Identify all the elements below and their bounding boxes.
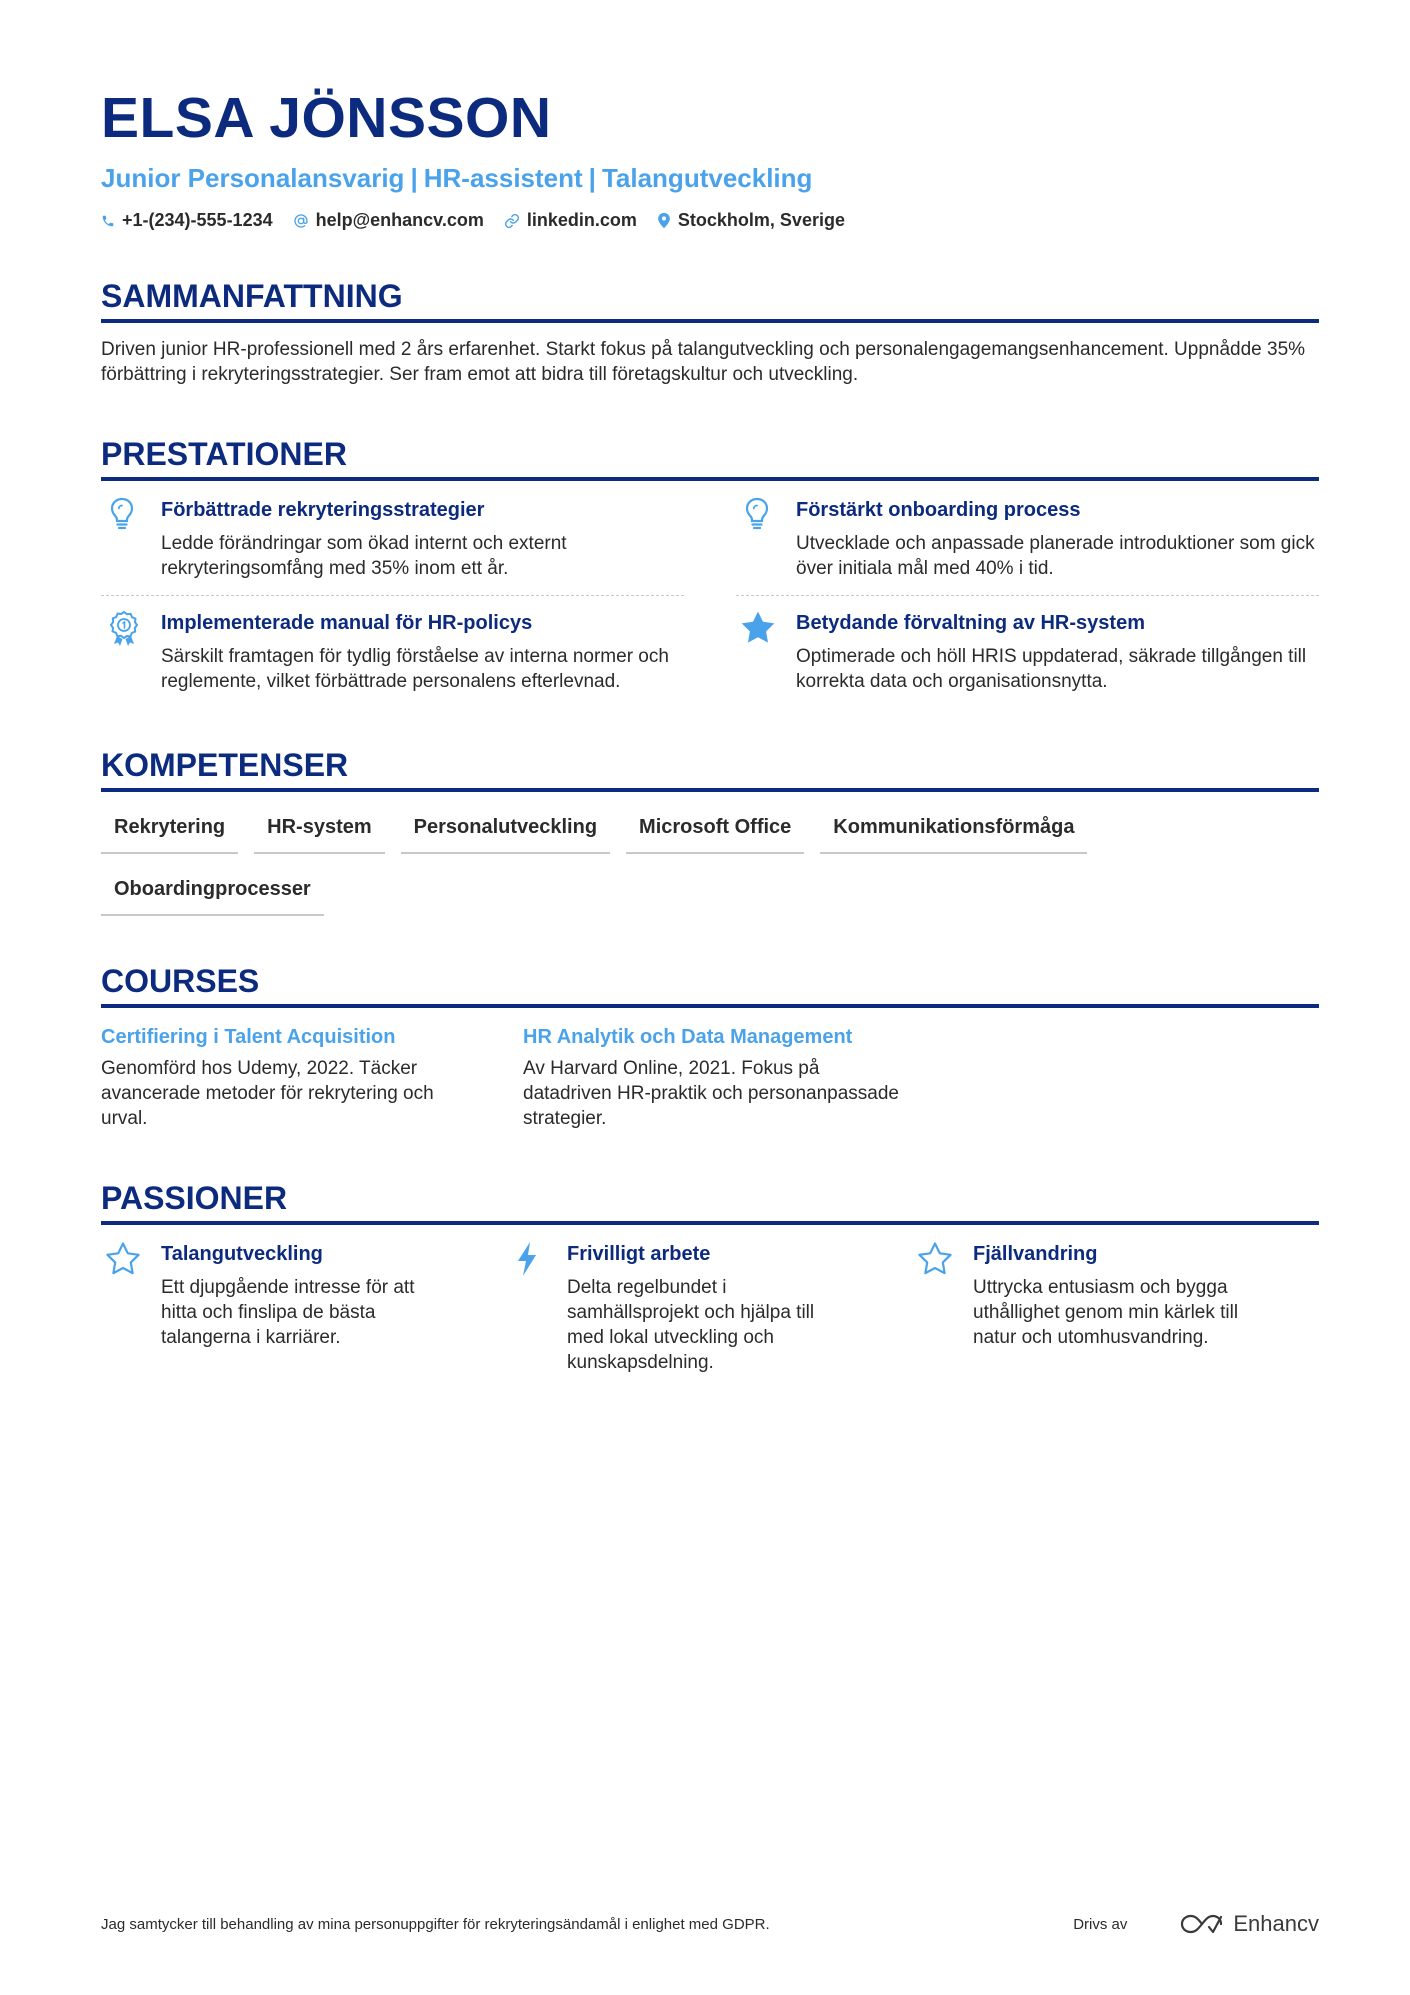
skill-tag: HR-system [254,808,384,854]
passion-item [913,1241,1279,1375]
achievement-item [101,610,684,708]
courses-section [101,962,1319,1131]
achievement-desc: Särskilt framtagen för tydlig förståelse av interna normer och reglemente, vilket förbättrade personalens efterlevnad. [161,646,669,692]
achievement-title: Förstärkt onboarding process [796,499,1081,521]
resume-content [101,88,1319,1375]
skills-section [101,746,1319,932]
course-desc: Genomförd hos Udemy, 2022. Täcker avancerade metoder för rekrytering och urval. [101,1058,434,1129]
title-separator: | [410,163,418,193]
skill-tag: Kommunikationsförmåga [820,808,1087,854]
summary-heading: SAMMANFATTNING [101,277,1319,323]
lightning-icon [515,1241,539,1277]
passion-desc: Ett djupgående intresse för att hitta och finslipa de bästa talangerna i karriärer. [161,1277,415,1348]
contact-email[interactable] [293,210,484,231]
job-title-3: Talangutveckling [601,163,813,193]
achievement-title: Implementerade manual för HR-policys [161,612,533,634]
job-title-2: HR-assistent [423,163,583,193]
map-pin-icon [657,212,671,229]
location-text: Stockholm, Sverige [677,210,845,230]
passion-title: Talangutveckling [161,1243,323,1265]
course-desc: Av Harvard Online, 2021. Fokus på datadriven HR-praktik och personanpassade strategier. [523,1058,899,1129]
passion-item [101,1241,467,1375]
email-text: help@enhancv.com [315,210,484,230]
powered-by-label: Drivs av [1073,1915,1128,1933]
achievement-title: Betydande förvaltning av HR-system [796,612,1145,634]
brand-name: Enhancv [1233,1911,1319,1936]
contact-linkedin[interactable] [504,210,637,231]
at-icon [293,213,309,229]
achievements-grid [101,497,1319,708]
skills-list [101,808,1319,932]
skill-tag: Personalutveckling [401,808,610,854]
passion-item [507,1241,873,1375]
achievement-desc: Ledde förändringar som ökad internt och externt rekryteringsomfång med 35% inom ett år. [161,533,567,579]
summary-section [101,277,1319,387]
achievement-desc: Utvecklade och anpassade planerade introduktioner som gick över initiala mål med 40% i tid. [796,533,1315,579]
star-outline-icon [917,1241,953,1275]
passions-heading: PASSIONER [101,1179,1319,1225]
infinity-logo-icon [1179,1913,1225,1935]
contact-bar [101,210,1319,231]
candidate-name: ELSA JÖNSSON [101,86,552,150]
passion-desc: Delta regelbundet i samhällsprojekt och hjälpa till med lokal utveckling och kunskapsdelning. [567,1277,815,1373]
course-title: Certifiering i Talent Acquisition [101,1026,396,1048]
gdpr-consent: Jag samtycker till behandling av mina personuppgifter för rekryteringsändamål i enlighet med GDPR. [101,1915,770,1933]
achievement-title: Förbättrade rekryteringsstrategier [161,499,485,521]
achievement-item [101,497,684,596]
passion-desc: Uttrycka entusiasm och bygga uthållighet genom min kärlek till natur och utomhusvandring. [973,1277,1239,1348]
course-item [523,1024,905,1131]
achievement-item [736,610,1319,708]
achievements-heading: PRESTATIONER [101,435,1319,481]
courses-list [101,1024,1319,1131]
contact-location [657,210,845,231]
skills-heading: KOMPETENSER [101,746,1319,792]
link-icon [504,213,520,229]
course-title: HR Analytik och Data Management [523,1026,853,1048]
lightbulb-icon [744,497,770,531]
phone-icon [101,214,115,228]
star-filled-icon [740,610,776,644]
title-separator: | [588,163,596,193]
job-titles [101,162,1319,194]
achievement-desc: Optimerade och höll HRIS uppdaterad, säkrade tillgången till korrekta data och organisationsnytta. [796,646,1307,692]
star-outline-icon [105,1241,141,1275]
skill-tag: Rekrytering [101,808,238,854]
achievements-section [101,435,1319,708]
job-title-1: Junior Personalansvarig [101,163,405,193]
linkedin-text: linkedin.com [526,210,637,230]
enhancv-logo[interactable] [1179,1911,1319,1937]
courses-heading: COURSES [101,962,1319,1008]
footer [101,1911,1319,1937]
passions-list [101,1241,1319,1375]
achievement-item [736,497,1319,596]
award-ribbon-icon [109,610,139,646]
phone-text: +1-(234)-555-1234 [122,210,273,230]
summary-text: Driven junior HR-professionell med 2 års erfarenhet. Starkt fokus på talangutveckling och personalengagemangsenhancement. Uppnådde 35% förbättring i rekryteringsstrategier. Ser fram emot att bidra till företagskultur och utveckling. [101,339,1306,385]
contact-phone[interactable] [101,210,273,231]
passions-section [101,1179,1319,1375]
passion-title: Frivilligt arbete [567,1243,711,1265]
passion-title: Fjällvandring [973,1243,1098,1265]
skill-tag: Microsoft Office [626,808,804,854]
course-item [101,1024,483,1131]
skill-tag: Oboardingprocesser [101,870,324,916]
lightbulb-icon [109,497,135,531]
